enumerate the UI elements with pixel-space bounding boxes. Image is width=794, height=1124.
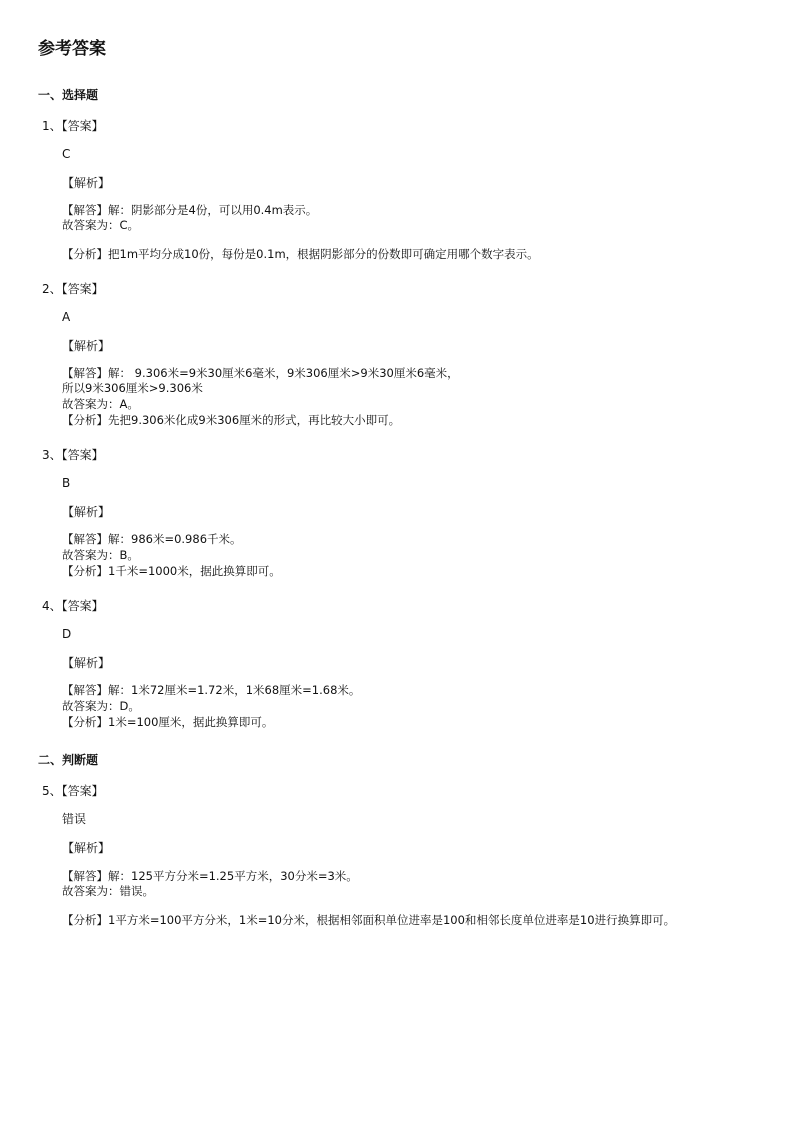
question-5-header bbox=[42, 783, 104, 799]
question-2-solution-line: 【解答】解： 9.306米=9米30厘米6毫米，9米306厘米>9米30厘米6毫米， bbox=[62, 366, 459, 380]
question-5-answer: 错误 bbox=[62, 812, 87, 826]
question-4-answer: D bbox=[62, 627, 72, 641]
question-1-header bbox=[42, 118, 104, 134]
question-3-conclusion-line: 故答案为：B。 bbox=[62, 548, 139, 562]
answer-tag: 【答案】 bbox=[61, 784, 104, 798]
question-4-analysis-line: 【分析】1米=100厘米，据此换算即可。 bbox=[62, 715, 274, 729]
question-1-answer: C bbox=[62, 147, 71, 161]
question-5-analysis-line: 【分析】1平方米=100平方分米，1米=10分米，根据相邻面积单位进率是100和相邻长度单位进率是10进行换算即可。 bbox=[62, 913, 676, 927]
section-title-choice: 一、选择题 bbox=[38, 88, 99, 102]
question-5-analysis-label: 【解析】 bbox=[62, 841, 111, 855]
question-4-analysis-label: 【解析】 bbox=[62, 656, 111, 670]
question-2-conclusion-line: 故答案为：A。 bbox=[62, 397, 139, 411]
question-2-solution-line-2: 所以9米306厘米>9.306米 bbox=[62, 381, 203, 395]
section-title-judge: 二、判断题 bbox=[38, 753, 99, 767]
question-4-header bbox=[42, 598, 104, 614]
question-3-header bbox=[42, 447, 104, 463]
question-1-conclusion-line: 故答案为：C。 bbox=[62, 218, 140, 232]
question-1-analysis-label: 【解析】 bbox=[62, 176, 111, 190]
question-1-analysis-line: 【分析】把1m平均分成10份，每份是0.1m，根据阴影部分的份数即可确定用哪个数字表示。 bbox=[62, 247, 539, 261]
question-3-analysis-line: 【分析】1千米=1000米，据此换算即可。 bbox=[62, 564, 281, 578]
question-3-solution-line: 【解答】解：986米=0.986千米。 bbox=[62, 532, 242, 546]
question-number: 4、 bbox=[42, 599, 62, 613]
answer-tag: 【答案】 bbox=[61, 448, 104, 462]
question-number: 3、 bbox=[42, 448, 62, 462]
question-3-analysis-label: 【解析】 bbox=[62, 505, 111, 519]
question-number: 2、 bbox=[42, 282, 62, 296]
question-number: 1、 bbox=[42, 119, 62, 133]
question-5-conclusion-line: 故答案为：错误。 bbox=[62, 884, 154, 898]
answer-tag: 【答案】 bbox=[61, 119, 104, 133]
answer-tag: 【答案】 bbox=[61, 282, 104, 296]
page-title: 参考答案 bbox=[38, 39, 106, 59]
answer-tag: 【答案】 bbox=[61, 599, 104, 613]
question-2-analysis-label: 【解析】 bbox=[62, 339, 111, 353]
question-1-solution-line: 【解答】解：阴影部分是4份，可以用0.4m表示。 bbox=[62, 203, 318, 217]
question-5-solution-line: 【解答】解：125平方分米=1.25平方米，30分米=3米。 bbox=[62, 869, 358, 883]
question-2-answer: A bbox=[62, 310, 71, 324]
question-number: 5、 bbox=[42, 784, 62, 798]
question-2-header bbox=[42, 281, 104, 297]
question-4-conclusion-line: 故答案为：D。 bbox=[62, 699, 140, 713]
question-4-solution-line: 【解答】解：1米72厘米=1.72米，1米68厘米=1.68米。 bbox=[62, 683, 361, 697]
question-2-analysis-line: 【分析】先把9.306米化成9米306厘米的形式，再比较大小即可。 bbox=[62, 413, 401, 427]
question-3-answer: B bbox=[62, 476, 71, 490]
